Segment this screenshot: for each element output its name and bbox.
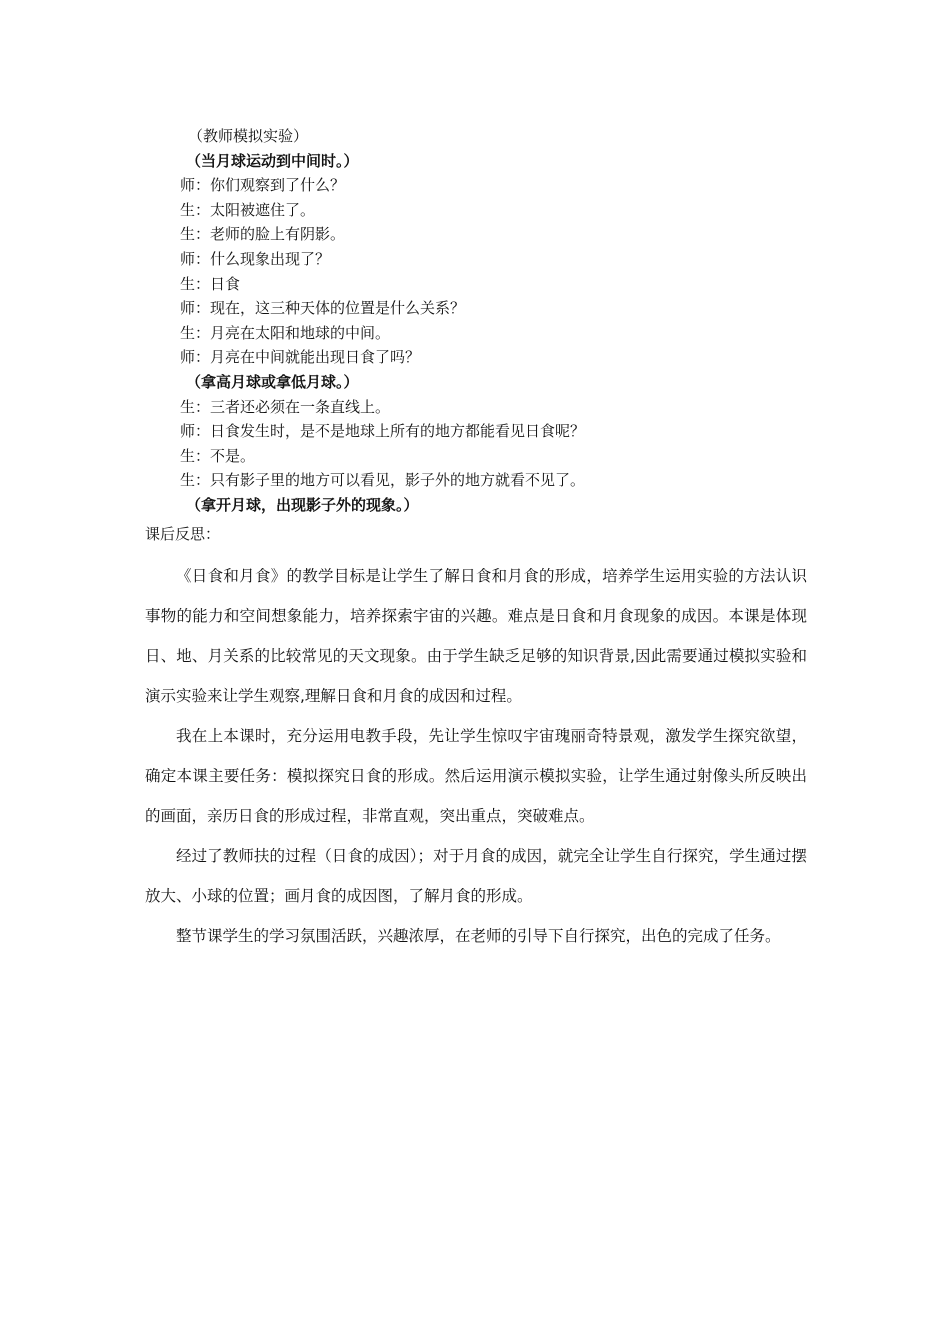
dialogue-stage-direction: （拿开月球，出现影子外的现象。）	[186, 495, 419, 514]
reflection-paragraph: 《日食和月食》的教学目标是让学生了解日食和月食的形成，培养学生运用实验的方法认识事物的能力和空间想象能力，培养探索宇宙的兴趣。难点是日食和月食现象的成因。本课是体现日、地、月关系的比较常见的天文现象。由于学生缺乏足够的知识背景,因此需要通过模拟实验和演示实验来让学生观察,理解日食和月食的成因和过程。	[145, 567, 807, 705]
dialogue-line: 生：只有影子里的地方可以看见，影子外的地方就看不见了。	[180, 471, 586, 490]
lesson-dialogue	[180, 124, 880, 518]
dialogue-line: 师：你们观察到了什么？	[180, 176, 346, 195]
dialogue-line: 师：日食发生时，是不是地球上所有的地方都能看见日食呢？	[180, 422, 586, 441]
reflection-paragraph: 经过了教师扶的过程（日食的成因）；对于月食的成因，就完全让学生自行探究，学生通过摆放大、小球的位置；画月食的成因图，了解月食的形成。	[145, 847, 807, 905]
dialogue-line: 生：月亮在太阳和地球的中间。	[180, 323, 391, 342]
dialogue-line: 师：月亮在中间就能出现日食了吗？	[180, 348, 421, 367]
reflection-paragraph: 我在上本课时，充分运用电教手段，先让学生惊叹宇宙瑰丽奇特景观，激发学生探究欲望，确定本课主要任务：模拟探究日食的形成。然后运用演示模拟实验，让学生通过射像头所反映出的画面，亲历日食的形成过程，非常直观，突出重点，突破难点。	[145, 727, 807, 825]
reflection-body	[145, 556, 807, 956]
dialogue-line: 生：不是。	[180, 446, 256, 465]
dialogue-stage-direction: （拿高月球或拿低月球。）	[186, 372, 359, 391]
dialogue-line: 生：日食	[180, 274, 241, 293]
reflection-paragraph: 整节课学生的学习氛围活跃，兴趣浓厚，在老师的引导下自行探究，出色的完成了任务。	[176, 927, 781, 945]
dialogue-line: 师：现在，这三种天体的位置是什么关系？	[180, 299, 466, 318]
dialogue-line: 生：老师的脸上有阴影。	[180, 225, 346, 244]
dialogue-line: 生：太阳被遮住了。	[180, 200, 316, 219]
reflection-heading: 课后反思：	[145, 525, 221, 543]
dialogue-stage-direction: （当月球运动到中间时。）	[186, 151, 359, 170]
dialogue-line: （教师模拟实验）	[188, 127, 309, 145]
dialogue-line: 师：什么现象出现了？	[180, 249, 331, 268]
dialogue-line: 生：三者还必须在一条直线上。	[180, 397, 391, 416]
